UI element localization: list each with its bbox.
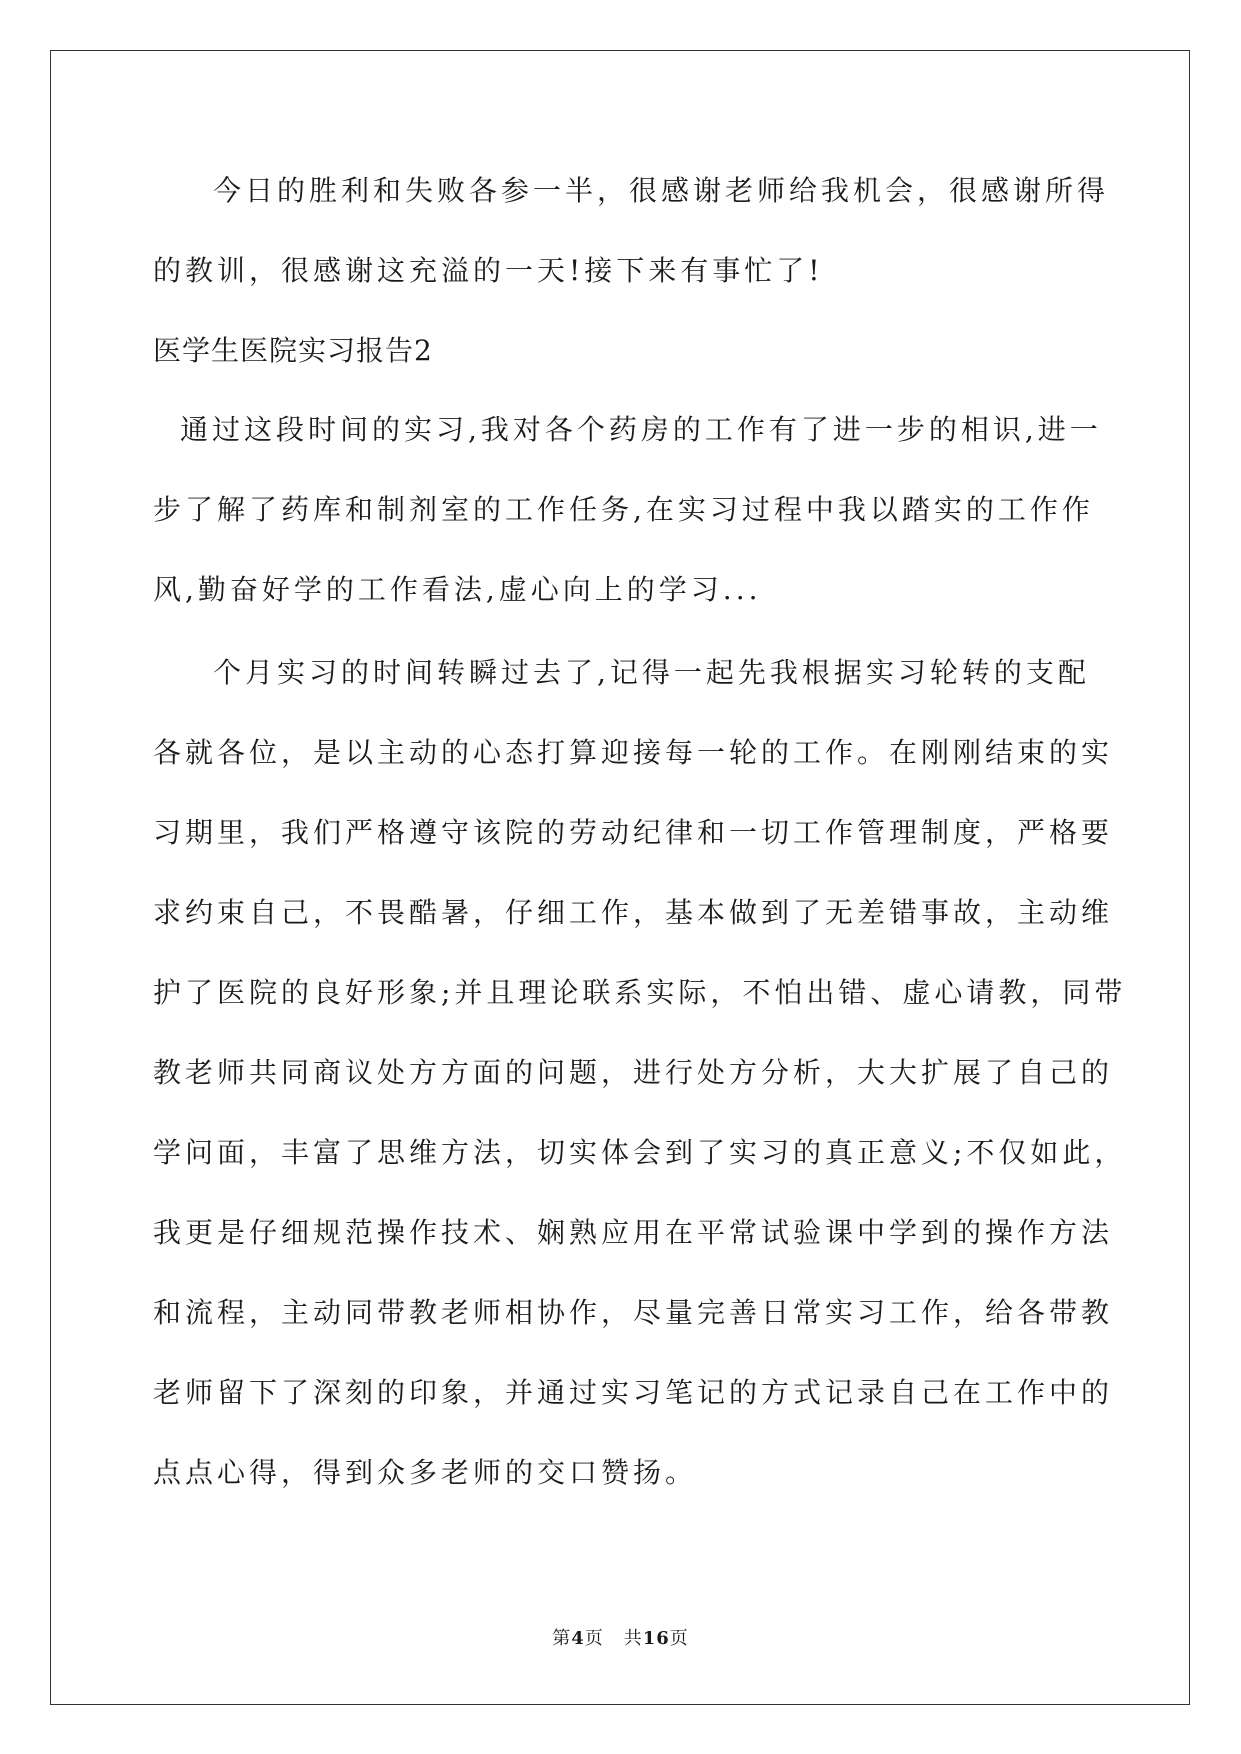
footer-total-suffix: 页 bbox=[669, 1628, 689, 1649]
footer-page-suffix: 页 bbox=[584, 1628, 604, 1649]
paragraph-line: 今日的胜利和失败各参一半，很感谢老师给我机会，很感谢所得 bbox=[213, 174, 1110, 207]
paragraph-line: 学问面，丰富了思维方法，切实体会到了实习的真正意义;不仅如此， bbox=[153, 1136, 1127, 1169]
footer-page-prefix: 第 bbox=[552, 1628, 572, 1649]
paragraph-line: 步了解了药库和制剂室的工作任务,在实习过程中我以踏实的工作作 bbox=[153, 493, 1094, 526]
paragraph-line: 个月实习的时间转瞬过去了,记得一起先我根据实习轮转的支配 bbox=[213, 656, 1090, 689]
footer-total-pages: 16 bbox=[642, 1628, 670, 1649]
paragraph-line: 和流程，主动同带教老师相协作，尽量完善日常实习工作，给各带教 bbox=[153, 1296, 1114, 1329]
paragraph-line: 老师留下了深刻的印象，并通过实习笔记的方式记录自己在工作中的 bbox=[153, 1376, 1114, 1409]
paragraph-line: 教老师共同商议处方方面的问题，进行处方分析，大大扩展了自己的 bbox=[153, 1056, 1114, 1089]
paragraph-line: 点点心得，得到众多老师的交口赞扬。 bbox=[153, 1456, 698, 1489]
paragraph-line: 各就各位，是以主动的心态打算迎接每一轮的工作。在刚刚结束的实 bbox=[153, 736, 1114, 769]
paragraph-line: 通过这段时间的实习,我对各个药房的工作有了进一步的相识,进一 bbox=[180, 413, 1102, 446]
footer-page-number: 4 bbox=[571, 1628, 585, 1649]
footer-total-prefix: 共 bbox=[623, 1628, 643, 1649]
paragraph-line: 求约束自己，不畏酷暑，仔细工作，基本做到了无差错事故，主动维 bbox=[153, 896, 1114, 929]
paragraph-line: 护了医院的良好形象;并且理论联系实际，不怕出错、虚心请教，同带 bbox=[153, 976, 1127, 1009]
paragraph-line: 的教训，很感谢这充溢的一天!接下来有事忙了! bbox=[153, 254, 824, 287]
paragraph-line: 习期里，我们严格遵守该院的劳动纪律和一切工作管理制度，严格要 bbox=[153, 816, 1114, 849]
section-heading: 医学生医院实习报告2 bbox=[153, 334, 433, 367]
paragraph-line: 我更是仔细规范操作技术、娴熟应用在平常试验课中学到的操作方法 bbox=[153, 1216, 1114, 1249]
paragraph-line: 风,勤奋好学的工作看法,虚心向上的学习... bbox=[153, 573, 762, 606]
page-footer bbox=[0, 1627, 1241, 1651]
